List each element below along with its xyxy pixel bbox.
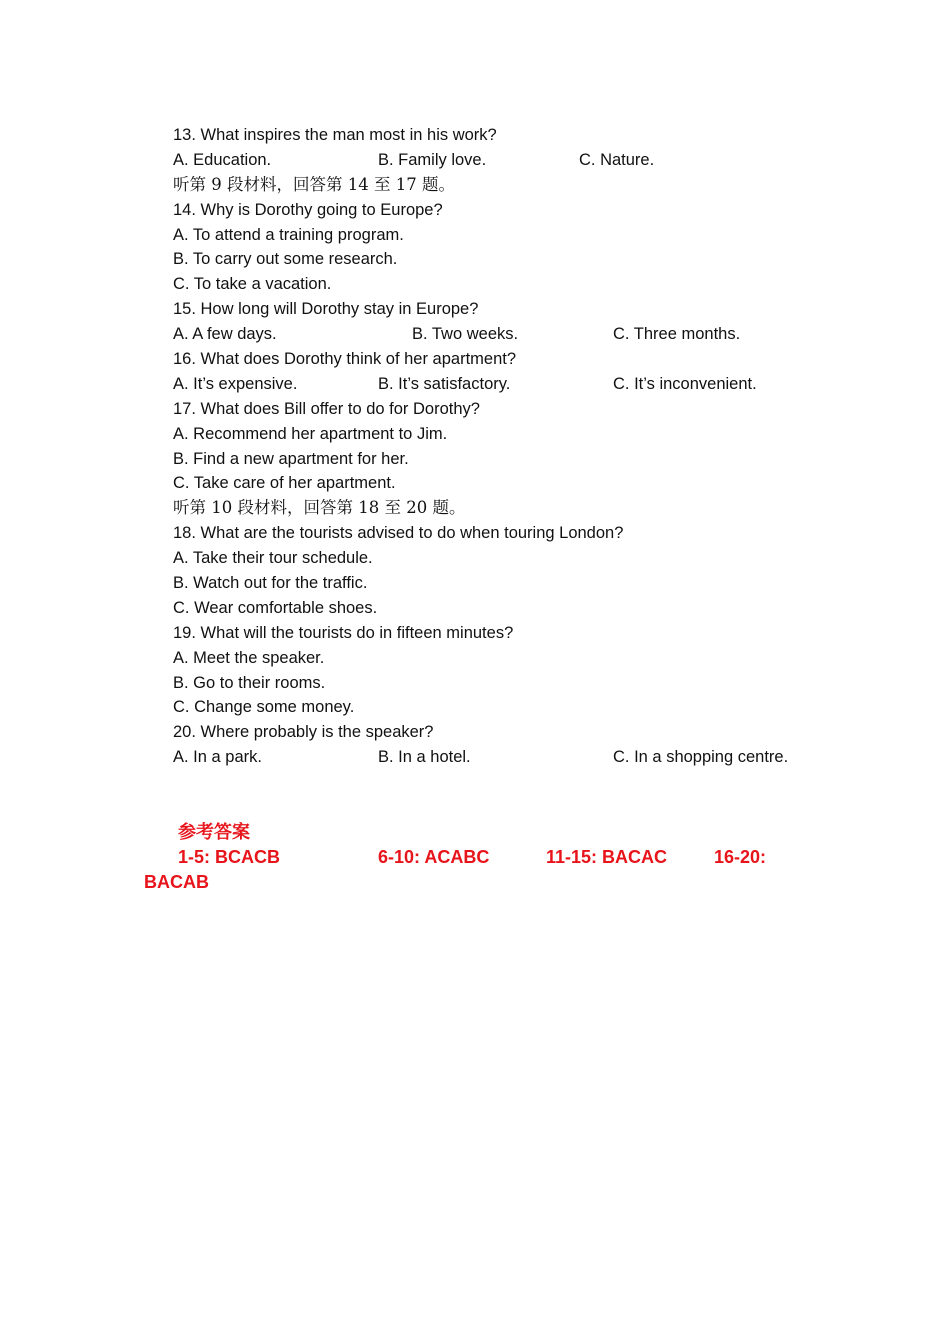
options-16 (173, 372, 853, 397)
question-18: 18. What are the tourists advised to do when touring London? (173, 524, 624, 543)
option-a: A. Take their tour schedule. (173, 549, 373, 568)
answer-key-row (144, 845, 864, 870)
option-b: B. To carry out some research. (173, 250, 398, 269)
option-a: A. Education. (173, 150, 272, 169)
option-b: B. It’s satisfactory. (378, 374, 511, 393)
option-b: B. Go to their rooms. (173, 673, 326, 692)
section-heading-9: 听第 9 段材料，回答第 14 至 17 题。 (173, 174, 455, 194)
question-20: 20. Where probably is the speaker? (173, 723, 434, 742)
answer-key (144, 820, 864, 895)
answer-group-16-20-value: BACAB (144, 872, 209, 892)
question-17: 17. What does Bill offer to do for Dorothy? (173, 399, 480, 418)
question-14: 14. Why is Dorothy going to Europe? (173, 200, 443, 219)
option-b: B. In a hotel. (378, 748, 471, 767)
option-c: C. It’s inconvenient. (613, 374, 757, 393)
options-20 (173, 745, 853, 770)
option-a: A. A few days. (173, 325, 277, 344)
option-c: C. Wear comfortable shoes. (173, 598, 378, 617)
question-list (173, 123, 853, 770)
option-a: A. It’s expensive. (173, 374, 298, 393)
answer-group-16-20-label: 16-20: (714, 847, 767, 867)
option-a: A. Meet the speaker. (173, 648, 325, 667)
option-c: C. Three months. (613, 325, 741, 344)
question-15: 15. How long will Dorothy stay in Europe? (173, 300, 479, 319)
option-c: C. Change some money. (173, 698, 355, 717)
option-c: C. Take care of her apartment. (173, 474, 396, 493)
options-15 (173, 322, 853, 347)
question-19: 19. What will the tourists do in fifteen minutes? (173, 623, 514, 642)
option-a: A. Recommend her apartment to Jim. (173, 424, 448, 443)
option-a: A. To attend a training program. (173, 225, 404, 244)
answer-group-11-15: 11-15: BACAC (546, 847, 668, 867)
answer-key-row-wrap (144, 870, 864, 895)
answer-group-6-10: 6-10: ACABC (378, 847, 490, 867)
answer-group-1-5: 1-5: BCACB (178, 847, 281, 867)
option-b: B. Two weeks. (412, 325, 519, 344)
option-a: A. In a park. (173, 748, 262, 767)
answer-key-title: 参考答案 (178, 822, 250, 843)
option-c: C. Nature. (579, 150, 655, 169)
option-b: B. Family love. (378, 150, 487, 169)
option-b: B. Find a new apartment for her. (173, 449, 409, 468)
options-13 (173, 148, 853, 173)
option-c: C. In a shopping centre. (613, 748, 789, 767)
section-heading-10: 听第 10 段材料，回答第 18 至 20 题。 (173, 498, 466, 518)
option-c: C. To take a vacation. (173, 275, 332, 294)
question-16: 16. What does Dorothy think of her apartment? (173, 350, 517, 369)
option-b: B. Watch out for the traffic. (173, 574, 368, 593)
question-13: 13. What inspires the man most in his work? (173, 126, 497, 144)
